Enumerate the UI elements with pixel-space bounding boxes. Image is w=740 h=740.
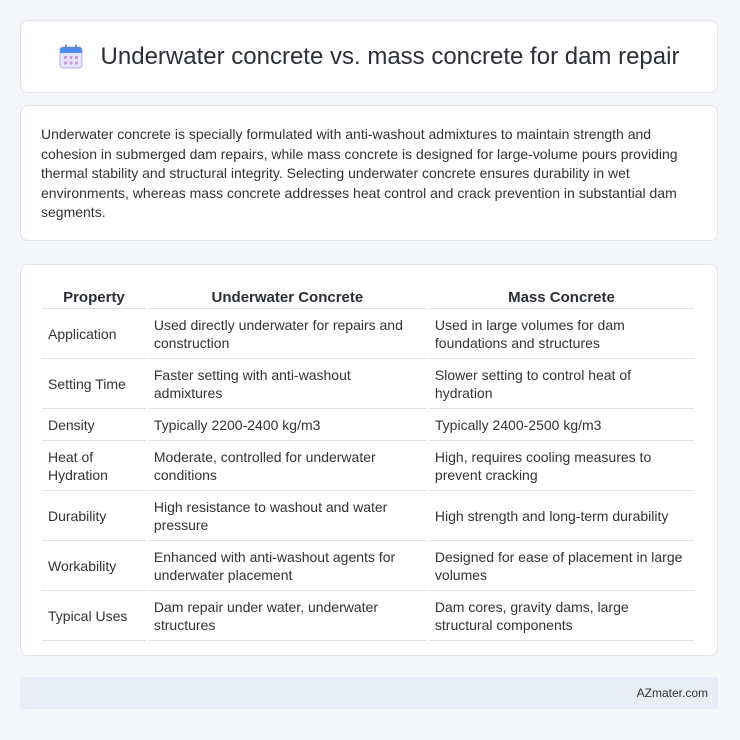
property-cell: Density xyxy=(42,409,146,441)
footer-bar xyxy=(20,677,718,709)
underwater-cell: Used directly underwater for repairs and construction xyxy=(148,309,427,359)
comparison-table xyxy=(40,285,696,641)
table-header-row xyxy=(42,285,694,309)
page-title: Underwater concrete vs. mass concrete for dam repair xyxy=(100,42,680,70)
property-cell: Workability xyxy=(42,541,146,591)
intro-card xyxy=(20,105,718,241)
table-row xyxy=(42,541,694,591)
table-row xyxy=(42,409,694,441)
mass-cell: Dam cores, gravity dams, large structural components xyxy=(429,591,694,641)
underwater-cell: Dam repair under water, underwater structures xyxy=(148,591,427,641)
mass-cell: Slower setting to control heat of hydration xyxy=(429,359,694,409)
underwater-cell: Faster setting with anti-washout admixtures xyxy=(148,359,427,409)
underwater-cell: Moderate, controlled for underwater conditions xyxy=(148,441,427,491)
property-cell: Typical Uses xyxy=(42,591,146,641)
mass-cell: Typically 2400-2500 kg/m3 xyxy=(429,409,694,441)
table-row xyxy=(42,491,694,541)
underwater-cell: Enhanced with anti-washout agents for underwater placement xyxy=(148,541,427,591)
property-cell: Application xyxy=(42,309,146,359)
property-cell: Setting Time xyxy=(42,359,146,409)
underwater-cell: High resistance to washout and water pressure xyxy=(148,491,427,541)
table-row xyxy=(42,591,694,641)
title-row xyxy=(59,43,680,71)
title-card xyxy=(20,20,718,93)
footer-site-link[interactable]: AZmater.com xyxy=(636,686,708,700)
property-cell: Heat of Hydration xyxy=(42,441,146,491)
underwater-cell: Typically 2200-2400 kg/m3 xyxy=(148,409,427,441)
table-row xyxy=(42,441,694,491)
intro-paragraph: Underwater concrete is specially formulated with anti-washout admixtures to maintain strength and cohesion in submerged dam repairs, while mass concrete is designed for large-volume pours providing thermal stability and structural integrity. Selecting underwater concrete ensures durability in wet environments, whereas mass concrete addresses heat control and crack prevention in substantial dam segments. xyxy=(41,126,678,220)
mass-cell: Designed for ease of placement in large volumes xyxy=(429,541,694,591)
header-property: Property xyxy=(42,285,146,309)
mass-cell: High strength and long-term durability xyxy=(429,491,694,541)
comparison-card xyxy=(20,264,718,656)
mass-cell: High, requires cooling measures to prevent cracking xyxy=(429,441,694,491)
calendar-icon xyxy=(59,44,83,70)
table-row xyxy=(42,309,694,359)
table-row xyxy=(42,359,694,409)
header-mass-concrete: Mass Concrete xyxy=(429,285,694,309)
header-underwater-concrete: Underwater Concrete xyxy=(148,285,427,309)
mass-cell: Used in large volumes for dam foundations and structures xyxy=(429,309,694,359)
property-cell: Durability xyxy=(42,491,146,541)
